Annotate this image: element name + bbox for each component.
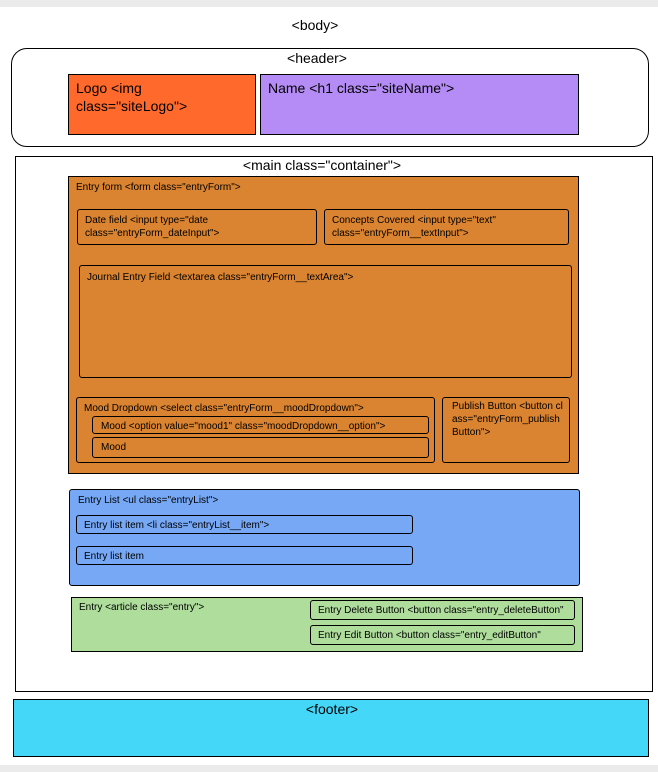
site-name-label: Name <h1 class="siteName"> bbox=[268, 80, 455, 96]
mood-option-label: Mood <option value="mood1" class="moodDropdown__option"> bbox=[101, 421, 386, 432]
entry-article-label: Entry <article class="entry"> bbox=[79, 602, 205, 613]
date-field-label: Date field <input type="date class="entryForm_dateInput"> bbox=[85, 215, 220, 239]
entry-edit-button-label: Entry Edit Button <button class="entry_editButton" bbox=[318, 630, 541, 641]
entry-delete-button-label: Entry Delete Button <button class="entry_deleteButton" bbox=[318, 605, 564, 616]
footer-label: <footer> bbox=[305, 701, 359, 717]
logo-label: Logo <img class="siteLogo"> bbox=[76, 80, 188, 114]
mood-dropdown-label: Mood Dropdown <select class="entryForm__moodDropdown"> bbox=[84, 403, 364, 414]
mood-option-label: Mood bbox=[101, 442, 127, 453]
bottom-scroll-bar bbox=[0, 765, 658, 772]
body-label: <body> bbox=[291, 17, 339, 33]
entry-list-label: Entry List <ul class="entryList"> bbox=[78, 495, 219, 506]
entry-list-item-label: Entry list item <li class="entryList__item"> bbox=[84, 520, 270, 531]
journal-entry-label: Journal Entry Field <textarea class="entryForm__textArea"> bbox=[87, 272, 354, 283]
top-scroll-bar bbox=[0, 0, 658, 7]
main-label: <main class="container"> bbox=[242, 157, 402, 173]
entry-form-label: Entry form <form class="entryForm"> bbox=[76, 182, 241, 193]
publish-button-label: Publish Button <button class="entryForm_publishButton"> bbox=[452, 401, 563, 438]
concepts-field-label: Concepts Covered <input type="text" class="entryForm__textInput"> bbox=[332, 215, 499, 239]
header-label: <header> bbox=[287, 50, 347, 66]
entry-list-item-label: Entry list item bbox=[84, 551, 145, 562]
